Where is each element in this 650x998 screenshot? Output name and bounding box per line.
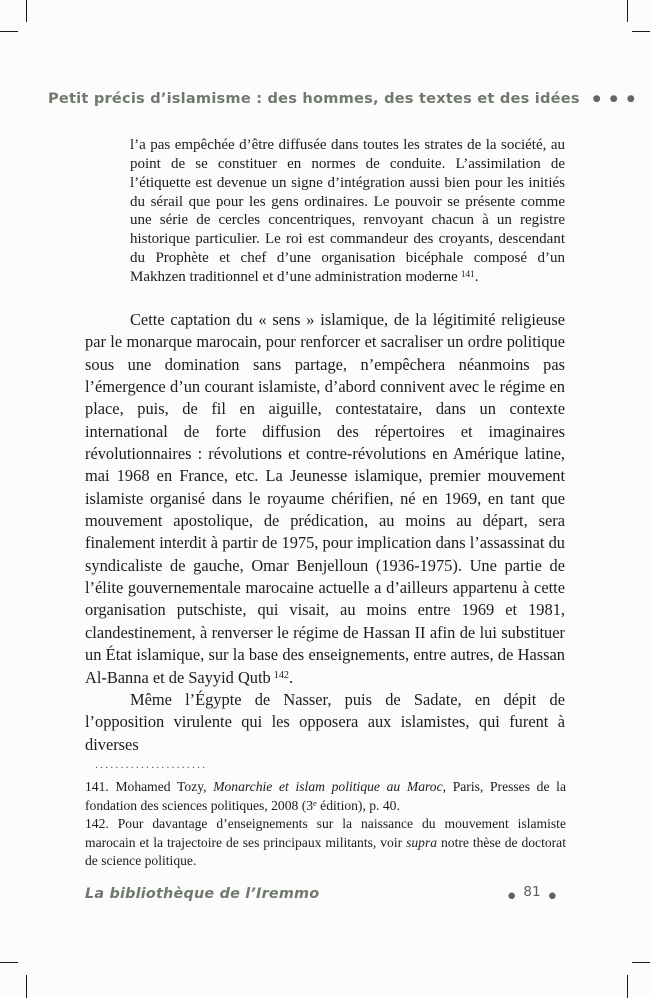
footnotes-block <box>85 778 566 871</box>
paragraph-2: Même l’Égypte de Nasser, puis de Sadate, en dépit de l’opposition virulente qui les opposera aux islamistes, qui furent à diverses <box>85 689 565 754</box>
footnote-142-latin-term: supra <box>406 834 438 850</box>
crop-mark-top-left-vertical <box>26 0 27 22</box>
running-header <box>48 90 635 107</box>
footnote-141-ordinal: e <box>313 798 317 809</box>
page-number-dot-icon: ● <box>548 890 556 901</box>
footnote-142-text: 142. Pour davantage d’enseignements sur la naissance du mouvement islamiste marocain et la trajectoire de ses principaux militants, voir <box>85 816 566 850</box>
page-number: 81 <box>523 884 541 900</box>
block-quote <box>130 136 565 287</box>
footnote-142-text: notre thèse de doctorat de science politique. <box>85 834 566 869</box>
page-footer <box>85 886 556 902</box>
footnote-separator: ...................... <box>95 757 208 771</box>
crop-mark-top-right-horizontal <box>632 31 650 32</box>
footnote-141-book-title: Monarchie et islam politique au Maroc <box>213 779 443 794</box>
chapter-title: Petit précis d’islamisme : des hommes, des textes et des idées <box>48 90 580 107</box>
footnote-141-text: 141. Mohamed Tozy, <box>85 779 214 794</box>
footnote-141-text: , Paris, Presses de la fondation des sciences politiques, 2008 (3 <box>85 779 566 813</box>
body-text-block <box>85 309 565 756</box>
footnote-142 <box>85 815 566 871</box>
crop-mark-top-right-vertical <box>627 0 628 22</box>
header-dots-ornament <box>593 94 635 103</box>
header-dot-icon: ● <box>609 94 618 104</box>
paragraph-1 <box>85 309 565 689</box>
crop-mark-bottom-left-horizontal <box>0 962 18 963</box>
page-number-dot-icon: ● <box>507 890 516 901</box>
quote-text: l’a pas empêchée d’être diffusée dans toutes les strates de la société, au point de se constituer en normes de conduite. L’assimilation de l’étiquette est devenue un signe d’intégration aussi bien pour les initiés du sérail que pour les gens ordinaires. Le pouvoir se présente comme une série de cercles concentriques, renvoyant chacun à un registre historique particulier. Le roi est commandeur des croyants, descendant du Prophète et chef d’une organisation bicéphale composé d’un Makhzen traditionnel et d’une administration moderne <box>130 137 565 285</box>
crop-mark-top-left-horizontal <box>0 31 18 32</box>
paragraph-1-text: Cette captation du « sens » islamique, de la légitimité religieuse par le monarque marocain, pour renforcer et sacraliser un ordre politique sous une domination sans partage, n’empêchera néanmoins pas l’émergence d’un courant islamiste, d’abord connivent avec le régime en place, puis, de fil en aiguille, contestataire, dans un contexte international de forte diffusion des répertoires et imaginaires révolutionnaires : révolutions et contre-révolutions en Amérique latine, mai 1968 en France, etc. La Jeunesse islamique, premier mouvement islamiste organisé dans le royaume chérifien, né en 1969, en tant que mouvement apostolique, de prédication, au moins au départ, sera finalement interdit à partir de 1975, pour implication dans l’assassinat du syndicaliste de gauche, Omar Benjelloun (1936-1975). Une partie de l’élite gouvernementale marocaine actuelle a d’ailleurs appartenu à cette organisation putschiste, qui visait, au moins entre 1969 et 1981, clandestinement, à renverser le régime de Hassan II afin de lui substituer un État islamique, sur la base des enseignements, entre autres, de Hassan Al-Banna et de Sayyid Qutb <box>85 310 565 687</box>
collection-imprint: La bibliothèque de l’Iremmo <box>85 886 320 902</box>
quote-suffix: . <box>474 268 479 285</box>
header-dot-icon: ● <box>592 94 601 104</box>
footnote-reference-142: 142 <box>273 669 289 681</box>
header-dot-icon: ● <box>626 94 635 104</box>
crop-mark-bottom-left-vertical <box>26 975 27 998</box>
crop-mark-bottom-right-horizontal <box>632 962 650 963</box>
page-number-ornament <box>508 886 556 902</box>
crop-mark-bottom-right-vertical <box>627 975 628 998</box>
footnote-reference-141: 141 <box>460 269 475 280</box>
paragraph-1-suffix: . <box>288 667 294 687</box>
footnote-141 <box>85 778 566 815</box>
footnote-141-text: édition), p. 40. <box>316 797 400 813</box>
